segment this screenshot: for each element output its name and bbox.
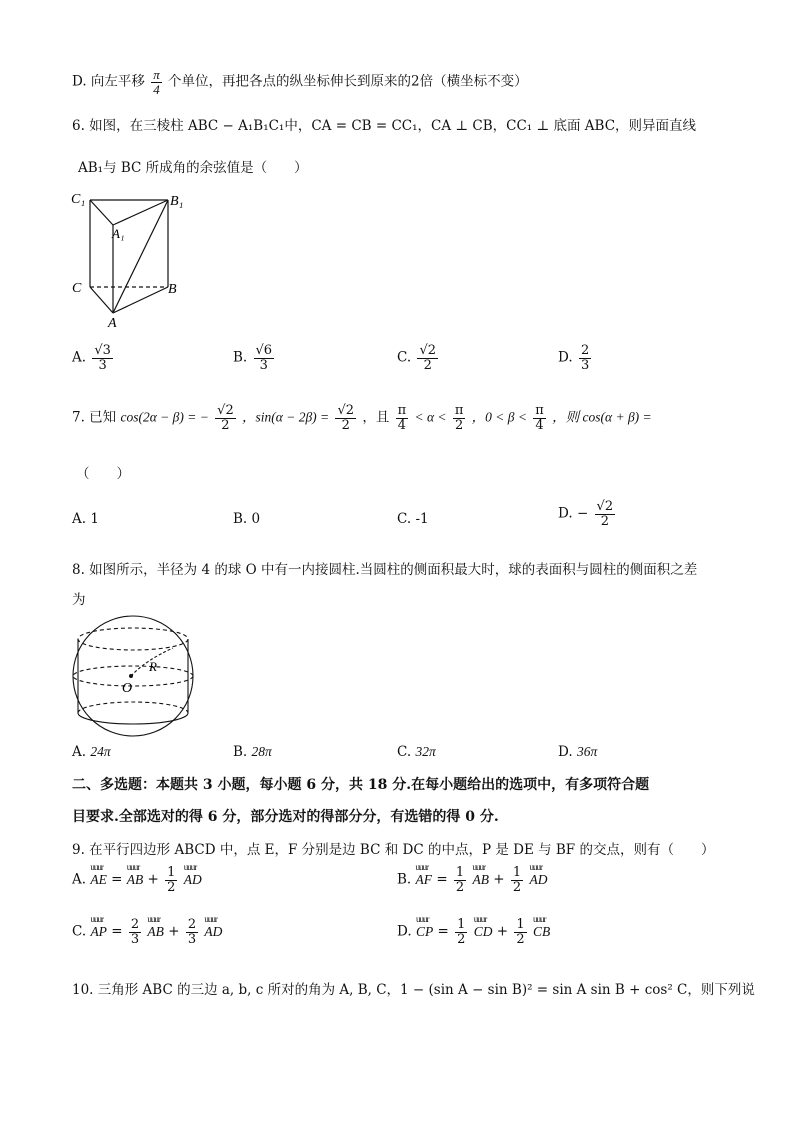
section2-heading-line2: 目要求.全部选对的得 6 分，部分选对的得部分分，有选错的得 0 分. <box>72 809 499 825</box>
label-c: C <box>72 281 82 296</box>
q6-stem-line2: AB₁与 BC 所成角的余弦值是（ ） <box>78 160 308 176</box>
q9-stem: 9. 在平行四边形 ABCD 中，点 E，F 分别是边 BC 和 DC 的中点，P 是 DE 与 BF 的交点，则有（ ） <box>72 842 715 858</box>
label-a1: A₁ <box>112 226 125 241</box>
sphere-cylinder-figure <box>66 612 201 740</box>
q5d-fraction: $\frac{\pi}{4}$ <box>153 67 160 97</box>
q6-option-c[interactable]: C. $\frac{√2}{2}$ <box>397 343 436 373</box>
q7-paren: （ ） <box>76 466 130 482</box>
q6-option-a[interactable]: A. $\frac{√3}{3}$ <box>72 343 111 373</box>
q7-option-b[interactable]: B. 0 <box>233 511 261 527</box>
q6-option-d[interactable]: D. $\frac{2}{3}$ <box>558 343 590 373</box>
q8-option-a[interactable]: A. 24π <box>72 744 111 760</box>
section2-heading-line1: 二、多选题：本题共 3 小题，每小题 6 分，共 18 分.在每小题给出的选项中，有多项符合题 <box>72 777 650 793</box>
q8-option-c[interactable]: C. 32π <box>397 744 436 760</box>
q6-option-b[interactable]: B. $\frac{√6}{3}$ <box>233 343 273 373</box>
q10-stem: 10. 三角形 ABC 的三边 a, b, c 所对的角为 A, B, C，1 − (sin A − sin B)² = sin A sin B + cos² C，则下列说 <box>72 982 755 998</box>
q8-option-b[interactable]: B. 28π <box>233 744 272 760</box>
q5d-prefix: D. 向左平移 <box>72 73 145 90</box>
q7-option-d[interactable]: D. − $\frac{√2}{2}$ <box>558 499 614 529</box>
label-c1: C₁ <box>71 192 86 207</box>
q9-option-c[interactable]: C. uuur AP = $\frac{2}{3}$ uuur AB + $\frac{2}{3}$ uuur AD <box>72 913 223 947</box>
q7-stem: 7. 已知 cos(2α − β) = − $\frac{√2}{2}$ ，sin(α − 2β) = $\frac{√2}{2}$ ，且 $\frac{\pi}{4}$ < α < $\frac{\pi}{2}$ ，0 < β < $\frac{\pi}{4}$ ，则 cos(α + β) = <box>72 403 652 433</box>
label-a: A <box>108 316 117 330</box>
label-o: O <box>122 681 133 696</box>
q7-option-c[interactable]: C. -1 <box>397 511 429 527</box>
q9-option-b[interactable]: B. uuur AF = $\frac{1}{2}$ uuur AB + $\frac{1}{2}$ uuur AD <box>397 861 548 895</box>
prism-figure <box>60 185 200 330</box>
q8-option-d[interactable]: D. 36π <box>558 744 598 760</box>
q9-option-a[interactable]: A. uuur AE = uuur AB + $\frac{1}{2}$ uuur AD <box>72 861 202 895</box>
center-dot <box>129 674 133 678</box>
q8-stem-line1: 8. 如图所示，半径为 4 的球 O 中有一内接圆柱.当圆柱的侧面积最大时，球的表面积与圆柱的侧面积之差 <box>72 562 698 578</box>
q8-stem-line2: 为 <box>72 592 86 608</box>
q9-option-d[interactable]: D. uuur CP = $\frac{1}{2}$ uuur CD + $\frac{1}{2}$ uuur CB <box>397 913 551 947</box>
label-b: B <box>168 282 177 297</box>
label-r: R <box>149 659 157 674</box>
q7-option-a[interactable]: A. 1 <box>72 511 99 527</box>
q6-stem-line1: 6. 如图，在三棱柱 ABC − A₁B₁C₁中，CA = CB = CC₁，CA ⊥ CB，CC₁ ⊥ 底面 ABC，则异面直线 <box>72 118 697 134</box>
q5-option-d <box>72 68 528 96</box>
q5d-suffix: 个单位，再把各点的纵坐标伸长到原来的2倍（横坐标不变） <box>168 73 528 90</box>
label-b1: B₁ <box>170 194 184 209</box>
